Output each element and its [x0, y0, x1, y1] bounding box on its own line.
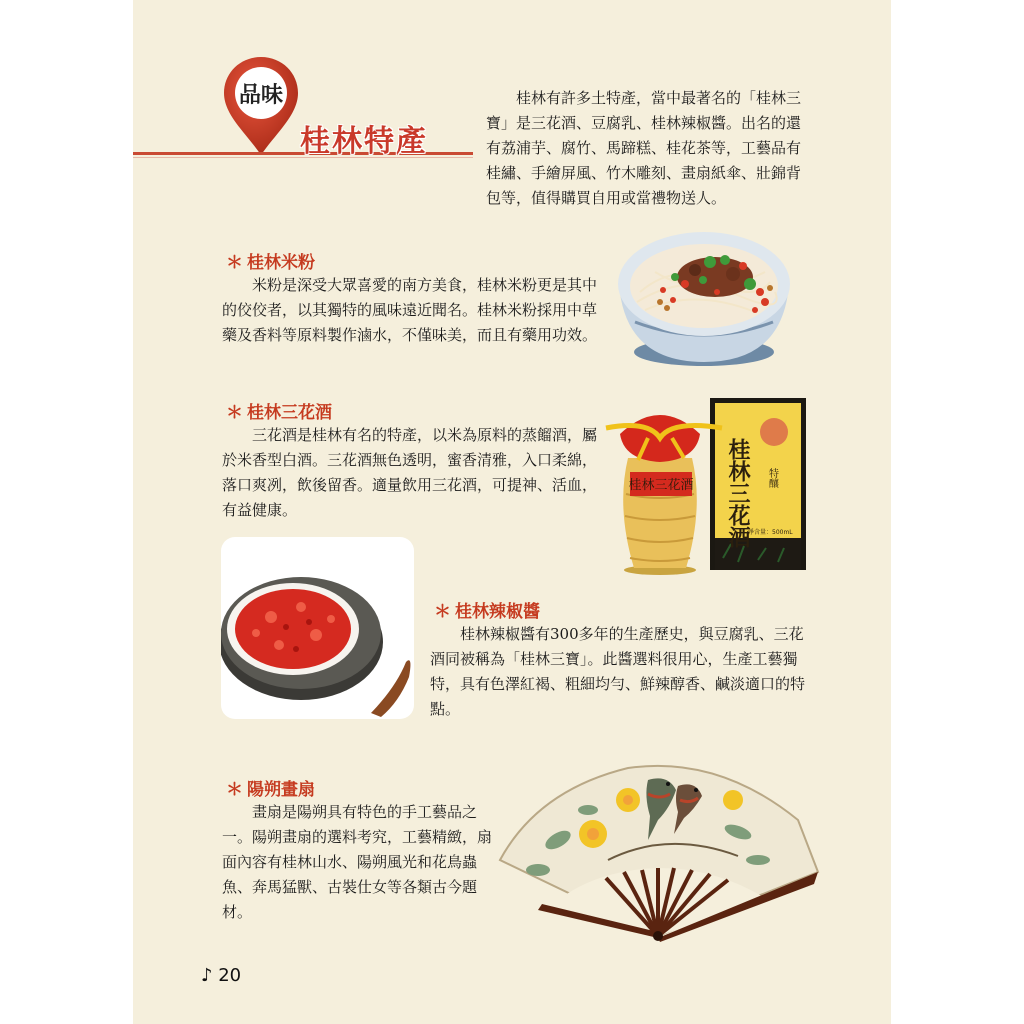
page-title: 桂林特產: [300, 124, 428, 159]
pin-badge-text: 品味: [238, 83, 284, 108]
painted-fan-image: [498, 760, 820, 944]
wine-box-small: 特釀: [766, 468, 778, 488]
section-heading-rice-noodle: [226, 248, 315, 273]
section-heading-chili-sauce: [434, 597, 540, 622]
section-heading-sanhua-wine: [226, 398, 332, 423]
asterisk-icon: ＊: [226, 780, 243, 800]
section-heading-painted-fan: [226, 775, 315, 800]
page-number: ♪ 20: [201, 965, 242, 986]
sanhua-wine-image: [598, 398, 808, 576]
section-text-rice-noodle: 米粉是深受大眾喜愛的南方美食，桂林米粉更是其中的佼佼者，以其獨特的風味遠近聞名。桂林米粉採用中草藥及香料等原料製作滷水，不僅味美，而且有藥用功效。: [222, 276, 598, 344]
heading-text: 桂林三花酒: [247, 403, 332, 423]
section-text-chili-sauce: 桂林辣椒醬有300多年的生產歷史，與豆腐乳、三花酒同被稱為「桂林三寶」。此醬選料很用心，生產工藝獨特，具有色澤紅褐、粗細均勻、鮮辣醇香、鹹淡適口的特點。: [430, 625, 806, 718]
chili-sauce-image: [221, 537, 414, 719]
heading-text: 桂林米粉: [247, 253, 315, 273]
asterisk-icon: ＊: [434, 602, 451, 622]
heading-text: 桂林辣椒醬: [455, 602, 540, 622]
asterisk-icon: ＊: [226, 253, 243, 273]
asterisk-icon: ＊: [226, 403, 243, 423]
heading-text: 陽朔畫扇: [247, 780, 315, 800]
wine-jar-label: 桂林三花酒: [628, 478, 694, 493]
location-pin-icon: [222, 55, 300, 157]
intro-paragraph: 桂林有許多土特產，當中最著名的「桂林三寶」是三花酒、豆腐乳、桂林辣椒醬。出名的還有荔浦芋、腐竹、馬蹄糕、桂花茶等，工藝品有桂繡、手繪屏風、竹木雕刻、畫扇紙傘、壯錦背包等，值得購買自用或當禮物送人。: [486, 89, 802, 207]
section-text-painted-fan: 畫扇是陽朔具有特色的手工藝品之一。陽朔畫扇的選料考究，工藝精緻，扇面內容有桂林山水、陽朔風光和花鳥蟲魚、奔馬猛獸、古裝仕女等各類古今題材。: [222, 803, 493, 921]
wine-volume: 淨含量：500mL: [748, 529, 793, 536]
wine-box-label: 桂林三花酒: [725, 438, 751, 548]
rice-noodle-bowl-image: [615, 222, 793, 370]
section-text-sanhua-wine: 三花酒是桂林有名的特產，以米為原料的蒸餾酒，屬於米香型白酒。三花酒無色透明，蜜香清雅，入口柔綿，落口爽冽，飲後留香。適量飲用三花酒，可提神、活血，有益健康。: [222, 426, 598, 519]
